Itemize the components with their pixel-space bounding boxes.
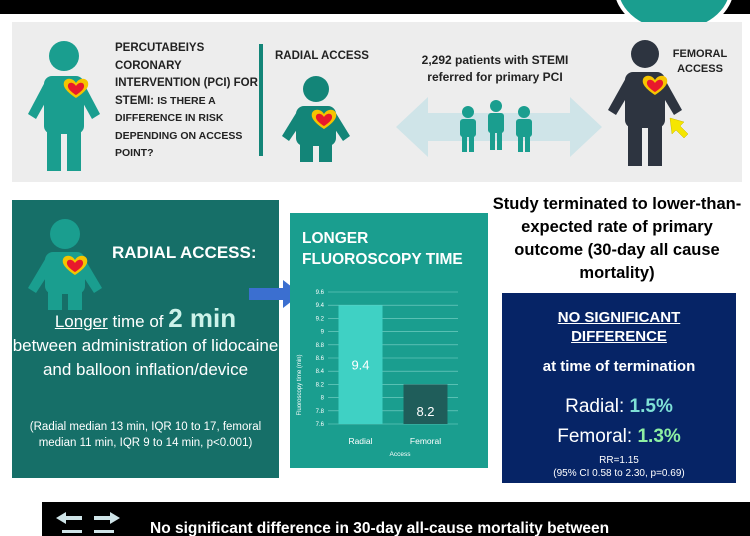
- chart-x-ticks: [348, 436, 441, 446]
- y-tick-label: 8.2: [315, 382, 324, 389]
- double-arrow-icon: [56, 512, 124, 536]
- data-label-radial: 9.4: [351, 357, 370, 373]
- patient-group-icon: [460, 100, 532, 152]
- y-tick-label: 9.4: [315, 303, 324, 310]
- y-tick-label: 7.8: [315, 408, 324, 415]
- pci-title: [115, 40, 265, 163]
- y-tick-label: 9.2: [315, 316, 324, 323]
- rr-value: RR=1.15: [599, 455, 639, 466]
- chart-x-label: Access: [389, 451, 411, 458]
- person-icon-pci: [14, 34, 114, 174]
- radial-main-text: [12, 303, 279, 382]
- radial-detail: (Radial median 13 min, IQR 10 to 17, femoral median 11 min, IQR 9 to 14 min, p<0.001): [29, 421, 262, 449]
- relative-risk-text: [502, 454, 736, 480]
- y-tick-label: 8.8: [315, 342, 324, 349]
- radial-access-label: RADIAL ACCESS: [275, 50, 369, 62]
- divider: [259, 44, 263, 156]
- chart-y-ticks: [316, 290, 325, 428]
- y-tick-label: 8: [320, 395, 324, 402]
- patients-text: 2,292 patients with STEMI referred for primary PCI: [421, 53, 569, 84]
- double-arrow-group: [396, 92, 602, 162]
- y-tick-label: 9: [320, 329, 324, 336]
- radial-description: between administration of lidocaine and balloon inflation/device: [12, 336, 279, 379]
- no-significant-line2: DIFFERENCE: [571, 328, 667, 345]
- time-of-word: time of: [107, 312, 169, 331]
- pci-title-line2: IS THERE A DIFFERENCE IN RISK DEPENDING ON ACCESS POINT?: [115, 94, 243, 159]
- radial-rate-row: [502, 396, 736, 418]
- no-significant-line1: NO SIGNIFICANT: [557, 309, 681, 326]
- radial-rate-value: 1.5%: [629, 396, 673, 417]
- terminated-text: Study terminated to lower-than-expected rate of primary outcome (30-day all cause mortality): [492, 195, 742, 282]
- arrow-pointer-icon: [670, 118, 688, 138]
- femoral-access-label: FEMORAL ACCESS: [672, 48, 728, 75]
- longer-word: Longer: [54, 312, 108, 331]
- person-icon-femoral: [600, 36, 690, 170]
- femoral-rate-value: 1.3%: [637, 426, 681, 447]
- femoral-rate-label: Femoral:: [557, 426, 638, 447]
- no-significant-title: [502, 308, 736, 346]
- chart-y-label: Fluoroscopy time (min): [297, 354, 303, 416]
- person-icon-radial-panel: [20, 218, 110, 310]
- fluoroscopy-chart: [290, 280, 488, 465]
- person-icon-radial: [276, 74, 356, 164]
- radial-panel-heading: RADIAL ACCESS:: [112, 243, 257, 262]
- chart-bars: [339, 305, 448, 424]
- fluoroscopy-heading: [302, 228, 463, 270]
- data-label-femoral: 8.2: [416, 404, 435, 419]
- femoral-rate-row: [502, 426, 736, 448]
- fluoro-heading-line1: LONGER: [302, 230, 369, 247]
- y-tick-label: 8.4: [315, 369, 324, 376]
- y-tick-label: 8.6: [315, 356, 324, 362]
- minutes-value: 2 min: [168, 303, 237, 333]
- pci-title-line1: PERCUTABEIYS CORONARY INTERVENTION (PCI) FOR STEMI:: [115, 42, 258, 107]
- x-tick-label: Radial: [348, 436, 373, 446]
- y-tick-label: 7.6: [315, 422, 324, 428]
- fluoro-heading-line2: FLUOROSCOPY TIME: [302, 251, 463, 268]
- termination-subtitle: at time of termination: [542, 358, 696, 375]
- y-tick-label: 9.6: [315, 290, 324, 296]
- radial-rate-label: Radial:: [565, 396, 630, 417]
- footer-text: No significant difference in 30-day all-cause mortality between: [150, 520, 610, 536]
- ci-value: (95% CI 0.58 to 2.30, p=0.69): [553, 468, 685, 479]
- x-tick-label: Femoral: [409, 436, 442, 446]
